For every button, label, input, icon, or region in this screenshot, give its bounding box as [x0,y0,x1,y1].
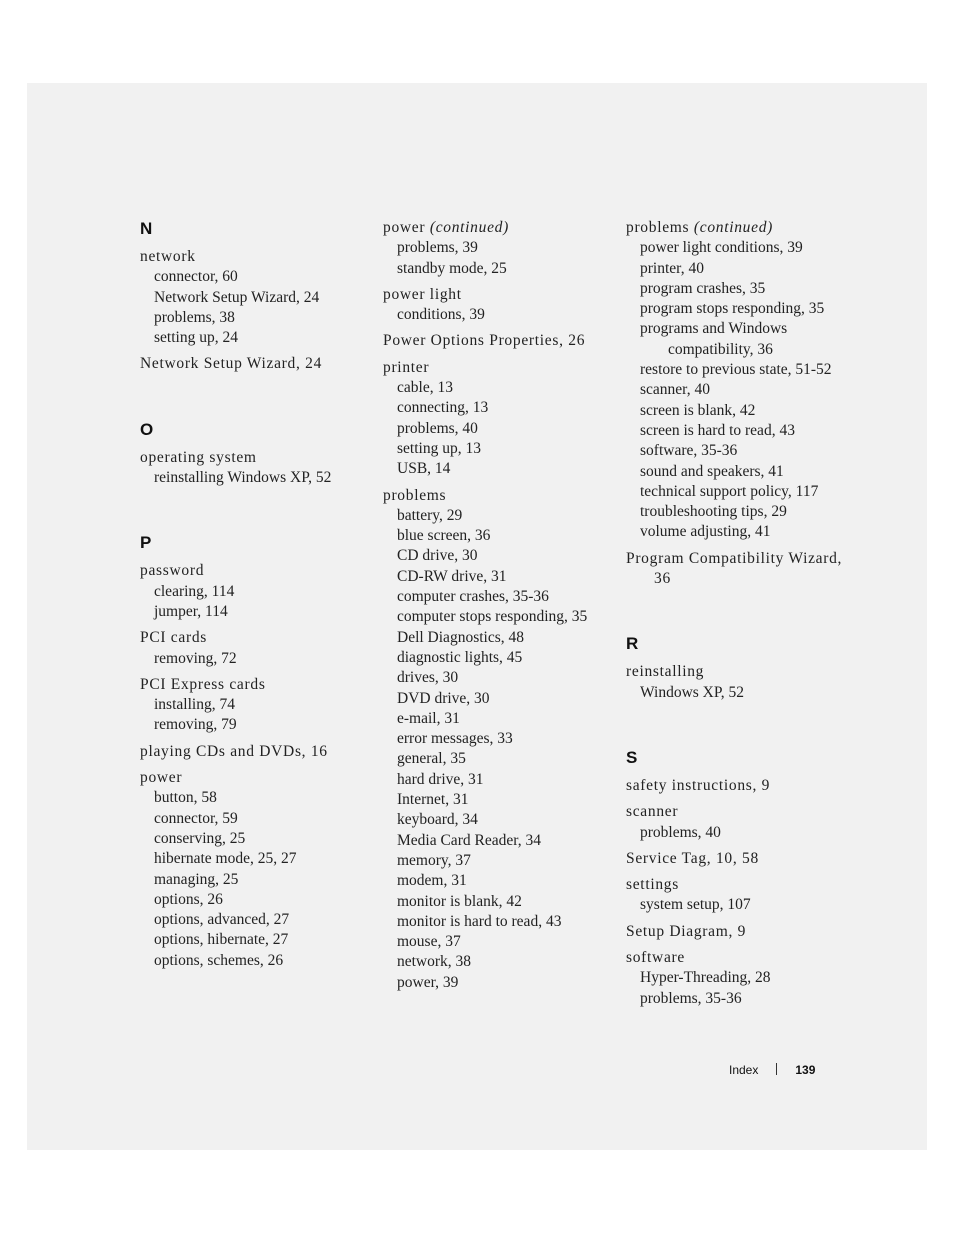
index-subentry: conserving, 25 [154,829,246,847]
index-subentry: options, 26 [154,890,223,908]
index-subentry: cable, 13 [397,379,453,397]
index-subentry: problems, 38 [154,308,235,326]
index-entry [383,218,618,279]
index-subentry: mouse, 37 [397,933,461,951]
section-gap [626,709,861,747]
index-subentry: problems, 40 [397,419,478,437]
index-main-label: PCI cards [140,629,207,647]
index-entry [626,776,861,796]
section-gap [140,494,375,532]
index-subentry: hibernate mode, 25, 27 [154,850,297,868]
index-entry [140,628,375,669]
index-main-term [383,218,618,238]
index-column-3 [626,218,861,1015]
index-subentry: Dell Diagnostics, 48 [397,628,524,646]
index-subentry: button, 58 [154,789,217,807]
index-subentry: monitor is blank, 42 [397,892,522,910]
section-gap [140,381,375,419]
index-subentry: drives, 30 [397,669,459,687]
index-entry [626,875,861,916]
footer-label: Index [729,1063,759,1077]
index-subentry: problems, 35-36 [640,989,742,1007]
index-main-label: problems [626,219,690,236]
section-letter: S [626,747,638,767]
index-main-label: Network Setup Wizard, 24 [140,355,323,373]
index-main-label: Service Tag, 10, 58 [626,849,759,867]
continued-label: (continued) [693,219,774,236]
section-letter: N [140,219,153,238]
index-entry [626,218,861,543]
index-subentry: connecting, 13 [397,399,489,417]
index-subentry: modem, 31 [397,872,467,890]
index-main-term [383,331,618,351]
index-subentry: troubleshooting tips, 29 [640,503,787,521]
footer-separator [776,1063,777,1075]
index-main-term [626,922,861,942]
index-subentry: setting up, 24 [154,329,238,347]
index-subentry: USB, 14 [397,460,451,478]
index-subentry: installing, 74 [154,696,235,714]
index-main-term [140,448,375,468]
index-subentry: options, hibernate, 27 [154,931,289,949]
index-entry [140,561,375,622]
index-main-term [140,247,375,267]
index-column-2 [383,218,618,999]
index-main-term [626,218,861,238]
index-subentry: battery, 29 [397,506,463,524]
index-entry [626,802,861,843]
index-subentry: problems, 39 [397,239,478,257]
index-subentry: e-mail, 31 [397,709,460,727]
section-gap [626,595,861,633]
index-subentry: screen is hard to read, 43 [640,421,795,439]
index-subentry: setting up, 13 [397,439,481,457]
index-main-term [383,486,618,506]
index-subentry: restore to previous state, 51-52 [640,361,832,379]
index-entry [383,331,618,351]
index-subentry: diagnostic lights, 45 [397,648,523,666]
index-subentry: computer stops responding, 35 [397,608,588,626]
index-entry [140,448,375,489]
index-subentry: CD drive, 30 [397,547,478,565]
index-subentry: hard drive, 31 [397,770,484,788]
index-subentry: options, schemes, 26 [154,951,284,969]
index-subentry: CD-RW drive, 31 [397,567,507,585]
index-main-label: printer [383,358,430,376]
index-subentry: monitor is hard to read, 43 [397,912,562,930]
index-entry [626,948,861,1009]
index-subentry: software, 35-36 [640,442,738,460]
index-subentry: Media Card Reader, 34 [397,831,541,849]
index-entry [626,549,861,590]
index-subentry: general, 35 [397,750,466,768]
index-main-term [140,561,375,581]
index-subentry: DVD drive, 30 [397,689,490,707]
index-subentry: Windows XP, 52 [640,683,745,701]
index-main-term [626,662,861,682]
index-main-term [626,549,861,590]
index-subentry: printer, 40 [640,259,704,277]
index-entry [140,675,375,736]
index-subentry: keyboard, 34 [397,811,478,829]
index-subentry: problems, 40 [640,823,721,841]
index-main-label: Power Options Properties, 26 [383,332,586,350]
index-subentry: conditions, 39 [397,306,485,324]
index-entry [140,768,375,971]
index-main-term [140,354,375,374]
index-subentry: blue screen, 36 [397,527,491,545]
index-main-term [383,358,618,378]
index-subentry: screen is blank, 42 [640,401,756,419]
index-subentry: Network Setup Wizard, 24 [154,288,320,306]
index-subentry: network, 38 [397,953,472,971]
index-main-term [626,875,861,895]
index-entry [626,849,861,869]
index-column-1 [140,218,375,977]
index-main-label: power light [383,285,462,303]
page-number: 139 [795,1063,816,1077]
index-main-label: power [140,769,183,787]
index-entry [140,742,375,762]
index-subentry: programs and Windows compatibility, 36 [640,320,788,358]
index-main-label: software [626,949,685,967]
index-main-label: problems [383,486,447,504]
index-entry [626,922,861,942]
index-main-term [140,628,375,648]
index-subentry: managing, 25 [154,870,239,888]
continued-label: (continued) [429,219,509,236]
index-main-term [626,849,861,869]
index-main-label: playing CDs and DVDs, 16 [140,742,328,760]
index-main-label: power [383,219,426,236]
section-letter: P [140,533,152,553]
index-main-term [626,776,861,796]
index-main-label: scanner [626,803,679,821]
index-main-term [140,742,375,762]
index-entry [383,486,618,993]
index-main-label: password [140,562,205,580]
index-main-label: settings [626,876,679,894]
section-letter: O [140,419,154,439]
index-subentry: sound and speakers, 41 [640,462,784,480]
index-main-label: Setup Diagram, 9 [626,922,747,940]
index-subentry: connector, 60 [154,268,238,286]
index-subentry: program stops responding, 35 [640,300,825,318]
index-entry [383,358,618,480]
index-subentry: removing, 72 [154,649,237,667]
index-subentry: error messages, 33 [397,730,513,748]
index-main-label: operating system [140,448,257,466]
index-subentry: computer crashes, 35-36 [397,588,549,606]
index-subentry: technical support policy, 117 [640,482,819,500]
index-subentry: power light conditions, 39 [640,239,803,257]
index-main-label: PCI Express cards [140,675,266,693]
index-main-label: safety instructions, 9 [626,776,771,794]
section-letter: R [626,634,639,654]
index-main-term [140,675,375,695]
index-subentry: power, 39 [397,973,459,991]
index-entry [140,354,375,374]
index-subentry: clearing, 114 [154,582,235,600]
index-subentry: options, advanced, 27 [154,911,290,929]
index-main-term [626,948,861,968]
index-main-term [626,802,861,822]
index-main-term [383,285,618,305]
index-subentry: memory, 37 [397,851,471,869]
index-subentry: jumper, 114 [154,602,228,620]
index-subentry: connector, 59 [154,809,238,827]
page-footer [729,1061,815,1079]
index-subentry: volume adjusting, 41 [640,523,771,541]
index-entry [140,247,375,348]
index-main-label: network [140,248,196,265]
index-main-label: Program Compatibility Wizard, 36 [626,549,843,588]
index-main-label: reinstalling [626,663,705,681]
index-subentry: scanner, 40 [640,381,710,399]
index-subentry: Hyper-Threading, 28 [640,969,771,987]
index-subentry: system setup, 107 [640,896,751,914]
index-entry [383,285,618,326]
index-main-term [140,768,375,788]
index-subentry: Internet, 31 [397,791,469,809]
index-subentry: program crashes, 35 [640,279,766,297]
index-subentry: reinstalling Windows XP, 52 [154,469,332,487]
index-entry [626,662,861,703]
index-subentry: removing, 79 [154,716,237,734]
index-subentry: standby mode, 25 [397,259,507,277]
